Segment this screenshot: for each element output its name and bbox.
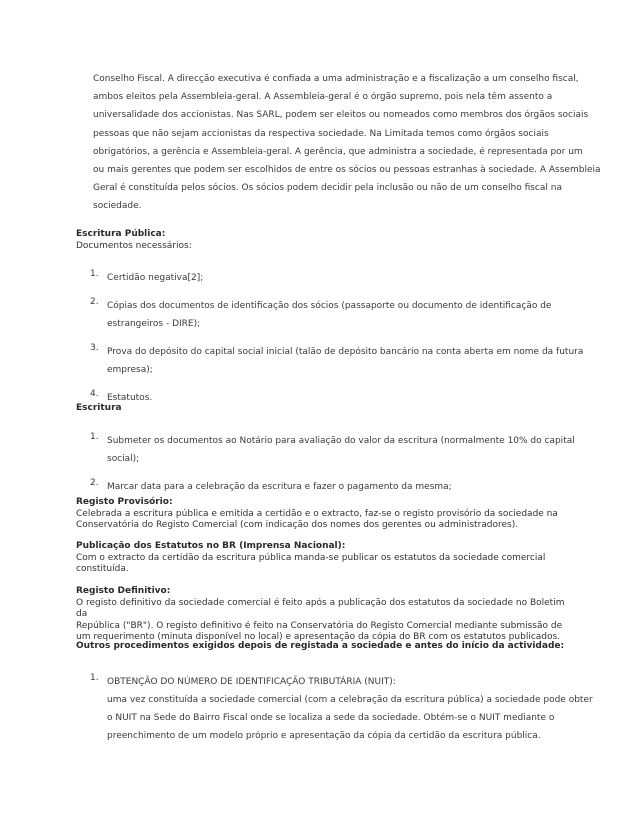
list-item <box>76 478 576 496</box>
list-number: 1. <box>90 432 99 442</box>
list-item-line: OBTENÇÃO DO NÚMERO DE IDENTIFICAÇÃO TRIBUTÁRIA (NUIT): <box>107 677 396 687</box>
section-line: Celebrada a escritura pública e emitida a certidão e o extracto, faz-se o registo provisório da sociedade na <box>76 508 558 519</box>
intro-line: Geral é constituída pelos sócios. Os sócios podem decidir pela inclusão ou não de um conselho fiscal na <box>93 183 562 194</box>
list-item-line: Estatutos. <box>107 393 153 403</box>
escritura-publica-header <box>76 229 576 252</box>
section-heading: Publicação dos Estatutos no BR (Imprensa Nacional): <box>76 541 346 551</box>
documents-list <box>76 269 584 407</box>
escritura-heading: Escritura <box>76 403 122 413</box>
list-item-line: empresa); <box>107 365 153 375</box>
list-item-line: uma vez constituída a sociedade comercial (com a celebração da escritura pública) a sociedade pode obter <box>107 695 593 705</box>
section-subtitle: Documentos necessários: <box>76 240 192 251</box>
list-item-line: Submeter os documentos ao Notário para avaliação do valor da escritura (normalmente 10% do capital <box>107 436 575 446</box>
publicacao-section <box>76 541 576 576</box>
list-item <box>76 297 576 333</box>
section-line: Conservatória do Registo Comercial (com indicação dos nomes dos gerentes ou administradores). <box>76 520 519 531</box>
list-item <box>76 432 576 468</box>
section-heading: Escritura Pública: <box>76 229 166 239</box>
escritura-steps-list <box>76 432 576 496</box>
intro-line: Conselho Fiscal. A direcção executiva é confiada a uma administração e a fiscalização a um conselho fiscal, <box>93 74 579 84</box>
list-item-line: estrangeiros - DIRE); <box>107 319 201 329</box>
list-item-line: Cópias dos documentos de identificação dos sócios (passaporte ou documento de identificação de <box>107 301 552 311</box>
registo-provisorio-section <box>76 497 576 532</box>
intro-line: obrigatórios, a gerência e Assembleia-geral. A gerência, que administra a sociedade, é representada por um <box>93 146 583 157</box>
intro-line: sociedade. <box>93 201 142 212</box>
list-item-line: social); <box>107 454 140 464</box>
list-item <box>76 269 576 287</box>
list-number: 3. <box>90 343 99 353</box>
intro-line: universalidade dos accionistas. Nas SARL, podem ser eleitos ou nomeados como membros dos órgãos sociais <box>93 110 589 121</box>
list-number: 2. <box>90 478 99 488</box>
list-number: 4. <box>90 389 99 399</box>
intro-line: ou mais gerentes que podem ser escolhidos de entre os sócios ou pessoas estranhas à sociedade. A Assembleia <box>93 165 601 176</box>
list-item-line: Prova do depósito do capital social inicial (talão de depósito bancário na conta aberta em nome da futura <box>107 347 584 357</box>
section-heading: Registo Provisório: <box>76 497 173 507</box>
list-number: 1. <box>90 269 99 279</box>
list-item-line: Certidão negativa[2]; <box>107 273 204 283</box>
list-item <box>76 343 584 379</box>
intro-line: pessoas que não sejam accionistas da respectiva sociedade. Na Limitada temos como órgãos sociais <box>93 128 549 139</box>
outros-procedimentos-heading: Outros procedimentos exigidos depois de registada a sociedade e antes do início da actividade: <box>76 641 565 651</box>
section-line: um requerimento (minuta disponível no local) e apresentação da cópia do BR com os estatutos publicados. <box>76 632 561 643</box>
intro-line: ambos eleitos pela Assembleia-geral. A Assembleia-geral é o órgão supremo, pois nela têm assento a <box>93 92 553 103</box>
outros-procedimentos-list <box>76 673 593 745</box>
registo-definitivo-section <box>76 586 576 644</box>
section-line: O registo definitivo da sociedade comercial é feito após a publicação dos estatutos da sociedade no Boletim da <box>76 597 565 620</box>
list-item-line: preenchimento de um modelo próprio e apresentação da cópia da certidão da escritura pública. <box>107 731 541 741</box>
list-item-line: o NUIT na Sede do Bairro Fiscal onde se localiza a sede da sociedade. Obtém-se o NUIT mediante o <box>107 713 555 723</box>
intro-paragraph <box>93 70 601 216</box>
list-item <box>76 673 593 745</box>
section-heading: Registo Definitivo: <box>76 586 171 596</box>
list-number: 1. <box>90 673 99 683</box>
section-line: constituída. <box>76 564 129 575</box>
section-line: Com o extracto da certidão da escritura pública manda-se publicar os estatutos da sociedade comercial <box>76 552 546 563</box>
section-line: República ("BR"). O registo definitivo é feito na Conservatória do Registo Comercial mediante submissão de <box>76 620 563 631</box>
list-item-line: Marcar data para a celebração da escritura e fazer o pagamento da mesma; <box>107 482 452 492</box>
list-number: 2. <box>90 297 99 307</box>
